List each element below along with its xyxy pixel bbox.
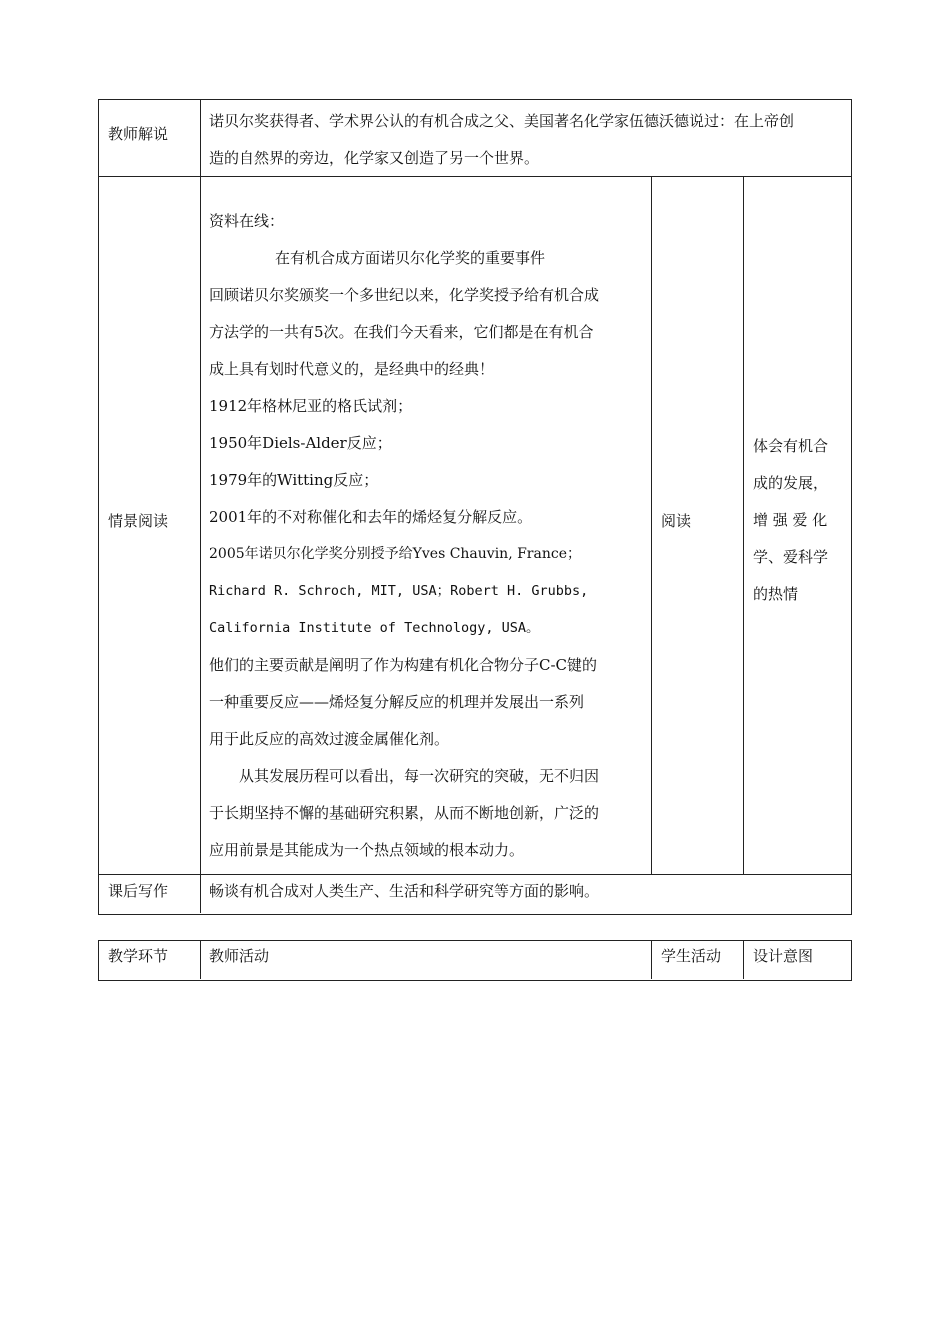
row-label-after-class-writing: 课后写作 (108, 882, 169, 900)
teacher-explanation-text (209, 103, 849, 177)
text-line: 方法学的一共有5次。在我们今天看来，它们都是在有机合 (209, 323, 594, 341)
reading-material (209, 203, 649, 869)
text-line: 的热情 (753, 585, 799, 603)
column-divider (743, 176, 744, 874)
text-line: 用于此反应的高效过渡金属催化剂。 (209, 730, 450, 748)
text-line: 1979年的Witting反应； (209, 471, 379, 489)
design-intent-text (753, 428, 847, 613)
text-line: 2005年诺贝尔化学奖分别授予给Yves Chauvin, France； (209, 546, 581, 562)
after-class-writing-text: 畅谈有机合成对人类生产、生活和科学研究等方面的影响。 (209, 882, 600, 900)
student-activity-text: 阅读 (661, 512, 692, 530)
text-line: 造的自然界的旁边，化学家又创造了另一个世界。 (209, 149, 540, 167)
text-line: 从其发展历程可以看出，每一次研究的突破，无不归因 (239, 767, 600, 785)
material-heading: 资料在线： (209, 212, 285, 230)
text-line: 他们的主要贡献是阐明了作为构建有机化合物分子C-C键的 (209, 656, 598, 674)
row-divider (99, 874, 851, 875)
text-line: 于长期坚持不懈的基础研究积累，从而不断地创新，广泛的 (209, 804, 600, 822)
text-line: 诺贝尔奖获得者、学术界公认的有机合成之父、美国著名化学家伍德沃德说过：在上帝创 (209, 112, 795, 130)
text-line: 增 强 爱 化 (753, 511, 828, 529)
text-line: 1950年Diels-Alder反应； (209, 434, 392, 452)
column-divider (651, 941, 652, 979)
row-label-teacher-explanation: 教师解说 (108, 125, 169, 143)
text-line: 学、爱科学 (753, 548, 829, 566)
column-divider (200, 941, 201, 979)
header-teaching-stage: 教学环节 (108, 947, 169, 965)
text-line: 2001年的不对称催化和去年的烯烃复分解反应。 (209, 508, 533, 526)
text-line: California Institute of Technology, USA。 (209, 620, 540, 636)
text-line: 应用前景是其能成为一个热点领域的根本动力。 (209, 841, 525, 859)
column-divider (200, 100, 201, 913)
text-line: Richard R. Schroch, MIT, USA；Robert H. Grubbs, (209, 583, 589, 599)
text-line: 体会有机合 (753, 437, 829, 455)
column-divider (651, 176, 652, 874)
header-student-activity: 学生活动 (661, 947, 722, 965)
text-line: 1912年格林尼亚的格氏试剂； (209, 397, 413, 415)
header-design-intent: 设计意图 (753, 947, 814, 965)
text-line: 回顾诺贝尔奖颁奖一个多世纪以来，化学奖授予给有机合成 (209, 286, 600, 304)
header-teacher-activity: 教师活动 (209, 947, 270, 965)
column-divider (743, 941, 744, 979)
text-line: 成上具有划时代意义的，是经典中的经典！ (209, 360, 495, 378)
text-line: 成的发展， (753, 474, 829, 492)
text-line: 一种重要反应——烯烃复分解反应的机理并发展出一系列 (209, 693, 585, 711)
material-subtitle: 在有机合成方面诺贝尔化学奖的重要事件 (275, 249, 546, 267)
row-label-scenario-reading: 情景阅读 (108, 512, 169, 530)
